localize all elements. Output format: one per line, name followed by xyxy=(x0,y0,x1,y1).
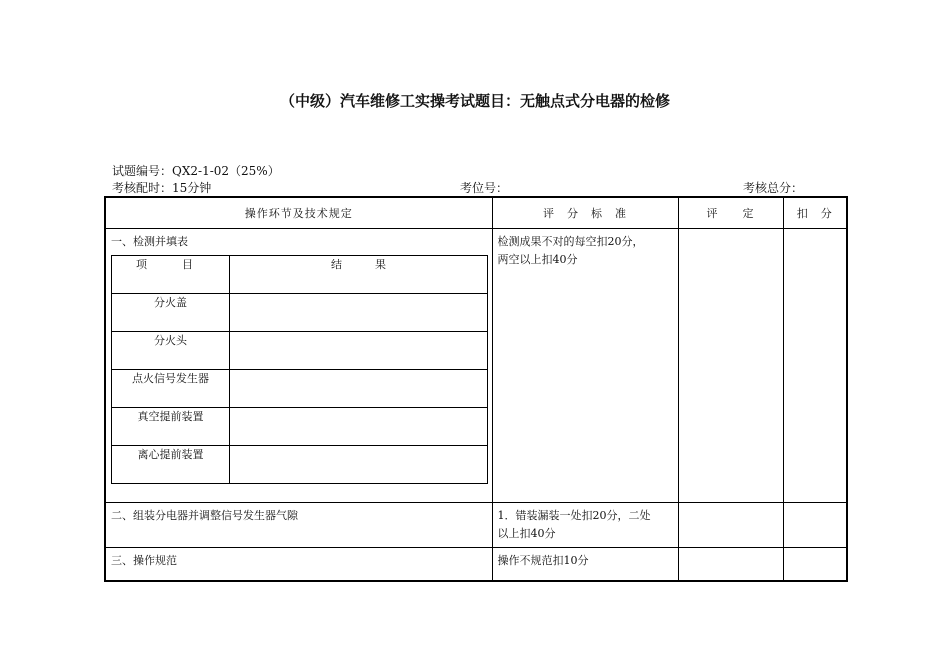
deduction-cell[interactable] xyxy=(783,548,847,581)
operation-cell xyxy=(105,503,492,548)
criteria-line: 操作不规范扣10分 xyxy=(497,554,589,567)
operation-text: 一、检测并填表 xyxy=(111,235,188,248)
total-score-label: 考核总分： xyxy=(743,181,804,195)
operation-cell xyxy=(105,548,492,581)
criteria-cell xyxy=(492,229,678,503)
inspection-result-field[interactable] xyxy=(230,332,488,370)
header-operation: 操作环节及技术规定 xyxy=(105,197,492,229)
seat-number-label: 考位号： xyxy=(460,181,509,195)
rating-cell[interactable] xyxy=(678,503,783,548)
inspection-table xyxy=(111,255,488,484)
table-row xyxy=(105,548,847,581)
header-row xyxy=(105,197,847,229)
inspection-result-field[interactable] xyxy=(230,446,488,484)
criteria-line: 以上扣40分 xyxy=(497,527,556,540)
document-title: （中级）汽车维修工实操考试题目：无触点式分电器的检修 xyxy=(279,92,670,110)
inspection-result-field[interactable] xyxy=(230,294,488,332)
table-row xyxy=(105,229,847,503)
inspection-result-field[interactable] xyxy=(230,408,488,446)
header-criteria: 评 分 标 准 xyxy=(492,197,678,229)
inspection-row xyxy=(112,332,488,370)
criteria-text xyxy=(493,548,678,574)
inspection-item: 分火盖 xyxy=(112,294,230,332)
inspection-row xyxy=(112,294,488,332)
operation-cell xyxy=(105,229,492,503)
inspection-row xyxy=(112,408,488,446)
inspection-item: 点火信号发生器 xyxy=(112,370,230,408)
rating-cell[interactable] xyxy=(678,548,783,581)
criteria-line: 检测成果不对的每空扣20分， xyxy=(497,235,644,248)
deduction-cell[interactable] xyxy=(783,229,847,503)
criteria-cell xyxy=(492,548,678,581)
table-row xyxy=(105,503,847,548)
criteria-text xyxy=(493,503,678,547)
exam-code: 试题编号：QX2-1-02（25%） xyxy=(112,164,280,178)
inspection-header-item: 项 目 xyxy=(112,256,230,294)
inspection-header-row xyxy=(112,256,488,294)
criteria-line: 1．错装漏装一处扣20分，二处 xyxy=(497,509,651,522)
inspection-header-result: 结 果 xyxy=(230,256,488,294)
criteria-text xyxy=(493,229,678,273)
deduction-cell[interactable] xyxy=(783,503,847,548)
header-rating: 评 定 xyxy=(678,197,783,229)
time-allotted: 考核配时：15分钟 xyxy=(112,181,212,195)
inspection-item: 分火头 xyxy=(112,332,230,370)
rating-cell[interactable] xyxy=(678,229,783,503)
inspection-result-field[interactable] xyxy=(230,370,488,408)
grading-table xyxy=(104,196,848,582)
criteria-line: 两空以上扣40分 xyxy=(497,253,578,266)
inspection-item: 离心提前装置 xyxy=(112,446,230,484)
inspection-row xyxy=(112,370,488,408)
inspection-item: 真空提前装置 xyxy=(112,408,230,446)
criteria-cell xyxy=(492,503,678,548)
inspection-row xyxy=(112,446,488,484)
operation-text: 二、组装分电器并调整信号发生器气隙 xyxy=(111,509,298,522)
header-deduction: 扣 分 xyxy=(783,197,847,229)
operation-text: 三、操作规范 xyxy=(111,554,177,567)
